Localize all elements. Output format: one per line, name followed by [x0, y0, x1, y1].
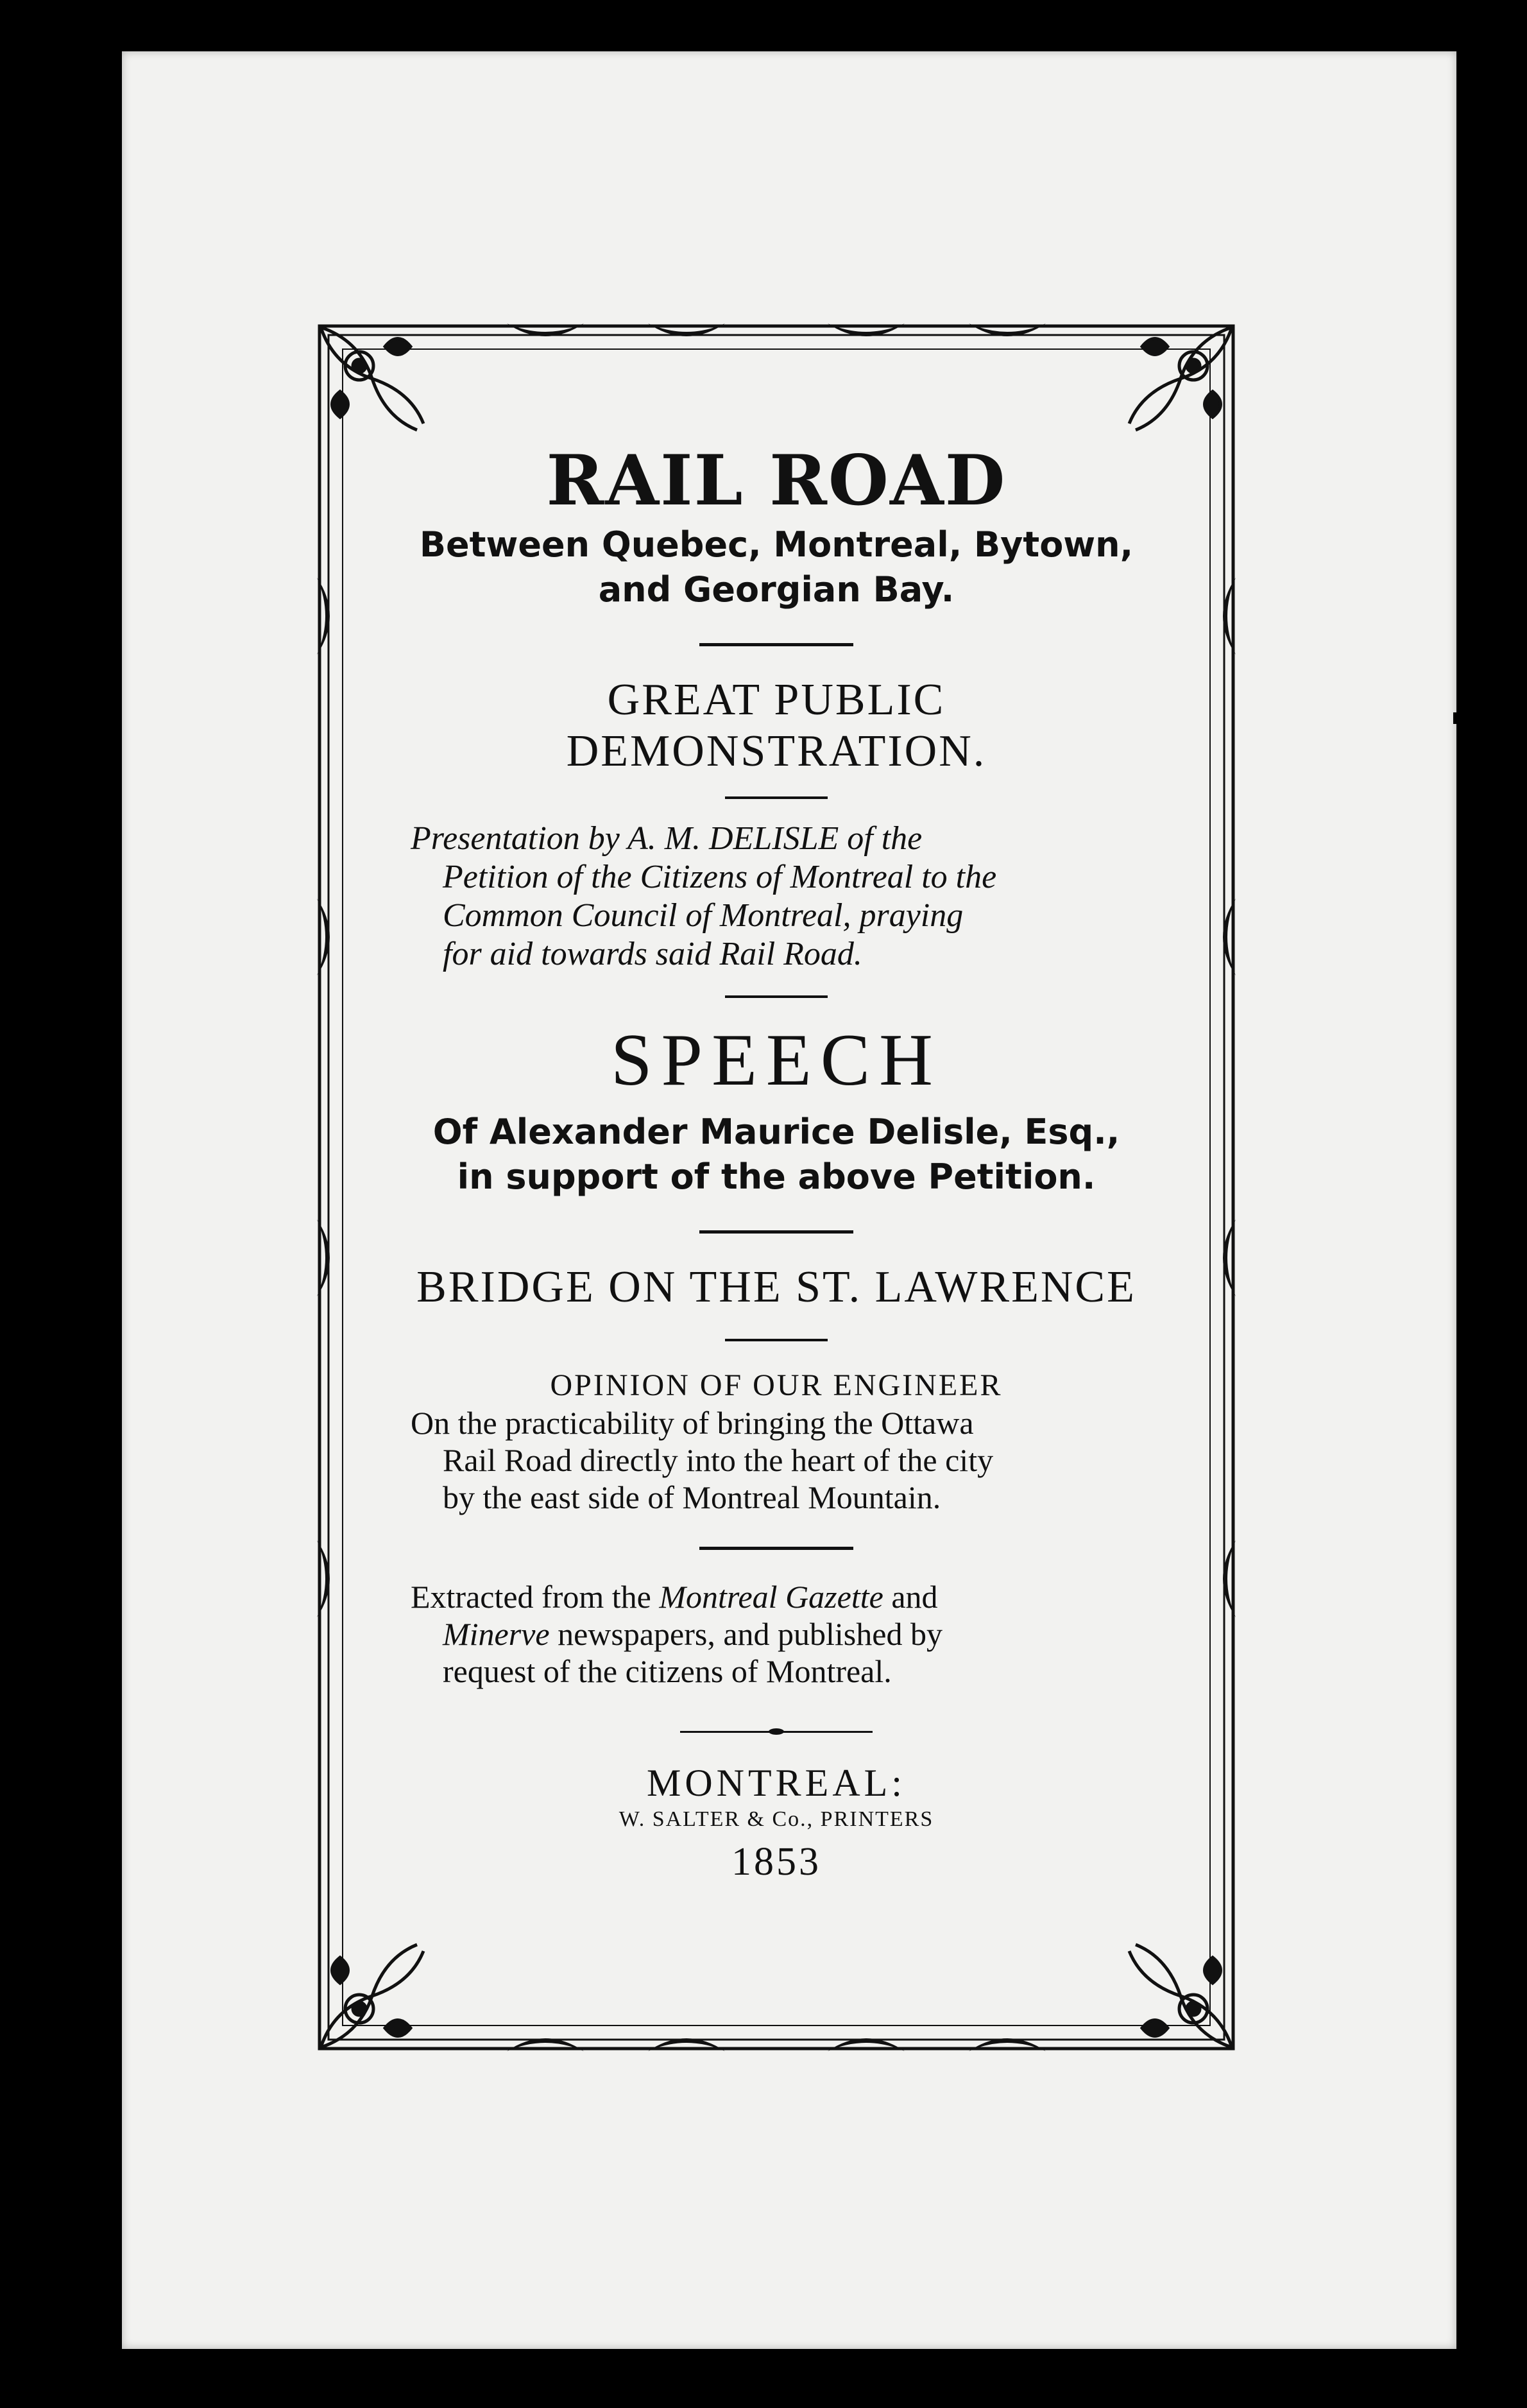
- imprint-city: MONTREAL:: [647, 1762, 906, 1804]
- presentation-line: Presentation by A. M. DELISLE of the: [411, 820, 923, 857]
- divider-rule: [699, 1230, 853, 1234]
- title-page-content: [404, 440, 1148, 1983]
- subtitle-line-2: and Georgian Bay.: [598, 569, 955, 610]
- scan-speck: [99, 1688, 108, 1705]
- bridge-heading: BRIDGE ON THE ST. LAWRENCE: [416, 1262, 1136, 1312]
- page-title: RAIL ROAD: [546, 440, 1007, 521]
- imprint-printer: W. SALTER & Co., PRINTERS: [618, 1807, 934, 1831]
- divider-rule: [699, 643, 853, 646]
- divider-rule: [725, 1339, 828, 1341]
- extracted-paragraph: [404, 1578, 1148, 1690]
- divider-rule: [725, 796, 828, 799]
- imprint-ornament-rule: [680, 1728, 873, 1735]
- presentation-line: for aid towards said Rail Road.: [443, 936, 862, 972]
- document-page: [122, 51, 1456, 2349]
- minerve-title: Minerve: [443, 1616, 550, 1652]
- extracted-line-1: [411, 1578, 1142, 1615]
- speech-heading: SPEECH: [611, 1019, 942, 1101]
- presentation-line: Petition of the Citizens of Montreal to the: [443, 859, 997, 895]
- extracted-text: newspapers, and published by: [549, 1616, 943, 1652]
- engineer-heading: OPINION OF OUR ENGINEER: [550, 1368, 1003, 1402]
- extracted-line-3: request of the citizens of Montreal.: [443, 1653, 892, 1689]
- divider-rule: [725, 995, 828, 998]
- divider-rule: [699, 1547, 853, 1550]
- speech-line-2: in support of the above Petition.: [457, 1157, 1096, 1197]
- extracted-line-2: [411, 1615, 1142, 1653]
- extracted-text: and: [883, 1579, 938, 1615]
- imprint-year: 1853: [731, 1840, 821, 1884]
- engineer-line: by the east side of Montreal Mountain.: [443, 1479, 941, 1515]
- presentation-paragraph: [404, 820, 1148, 974]
- scan-speck: [1453, 712, 1458, 724]
- engineer-line: On the practicability of bringing the Ottawa: [411, 1405, 974, 1441]
- engineer-paragraph: [404, 1404, 1148, 1516]
- extracted-text: Extracted from the: [411, 1579, 660, 1615]
- engineer-line: Rail Road directly into the heart of the city: [443, 1442, 994, 1478]
- gazette-title: Montreal Gazette: [659, 1579, 883, 1615]
- speech-line-1: Of Alexander Maurice Delisle, Esq.,: [432, 1112, 1120, 1152]
- demonstration-heading: GREAT PUBLIC DEMONSTRATION.: [566, 675, 987, 776]
- ornamental-border-frame: [314, 321, 1238, 2054]
- subtitle-line-1: Between Quebec, Montreal, Bytown,: [419, 524, 1134, 565]
- presentation-line: Common Council of Montreal, praying: [443, 897, 964, 934]
